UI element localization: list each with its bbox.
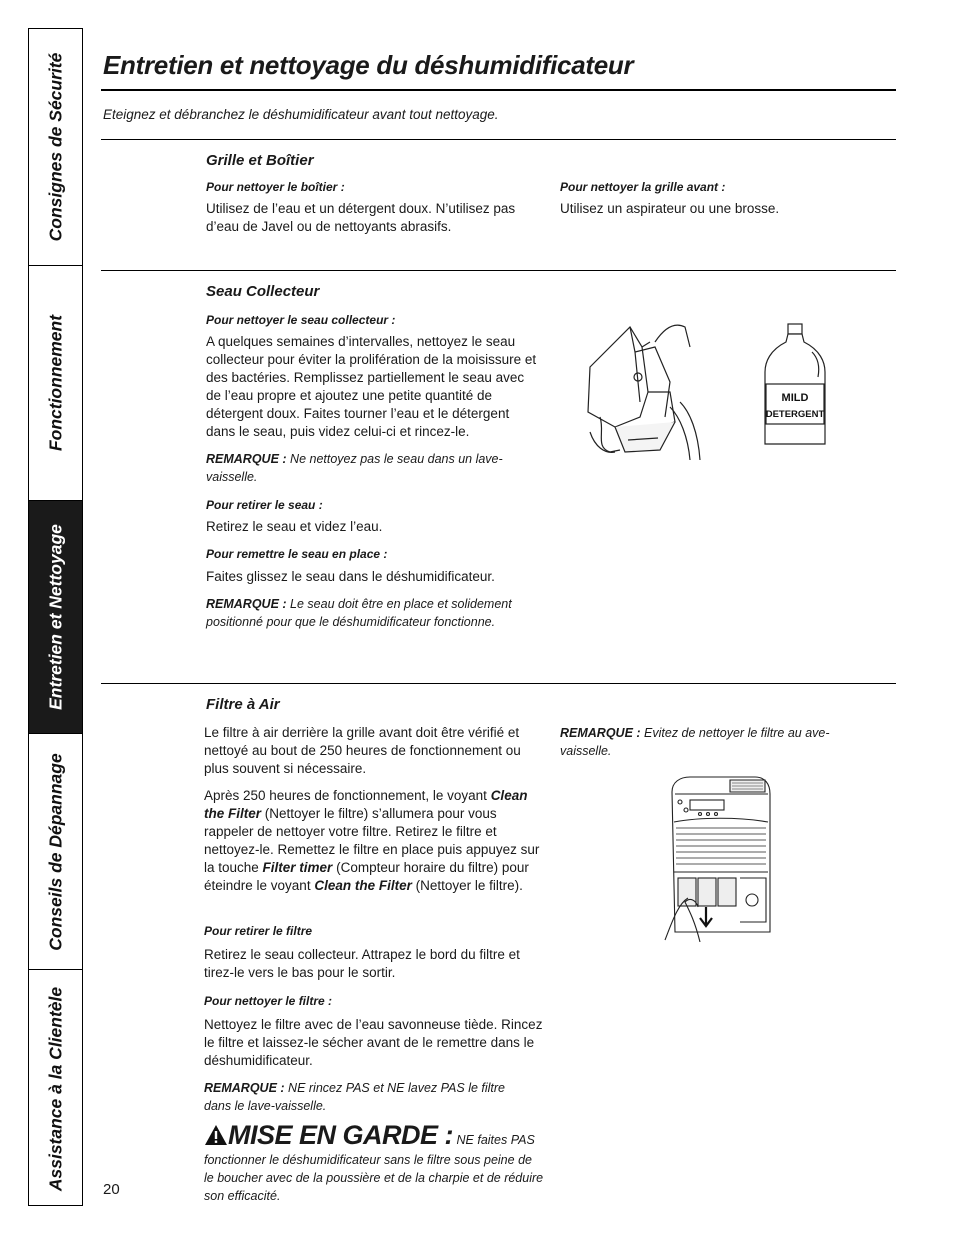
inline-bold: Filter timer — [262, 860, 333, 875]
section-heading-grille: Grille et Boîtier — [206, 152, 314, 169]
note-text: NE rincez PAS et NE lavez PAS le filtre dans le lave-vaisselle. — [204, 1081, 506, 1113]
tab-consignes-securite[interactable] — [29, 29, 82, 266]
dehumidifier-filter-illustration — [660, 772, 780, 942]
note-text: Ne nettoyez pas le seau dans un lave-vaisselle. — [206, 452, 503, 484]
note-text: Le seau doit être en place et solidement positionné pour que le déshumidificateur fonctionne. — [206, 597, 512, 629]
body-text: Retirez le seau et videz l’eau. — [206, 519, 383, 534]
note-label: REMARQUE : — [204, 1081, 285, 1095]
note — [204, 1079, 524, 1115]
tab-entretien-nettoyage[interactable] — [29, 501, 82, 734]
section-divider — [101, 139, 896, 140]
section-divider — [101, 270, 896, 271]
bottle-label-line-1: MILD — [781, 392, 809, 404]
detergent-bottle-illustration — [760, 322, 830, 452]
caution-block — [204, 1120, 544, 1205]
section-heading-seau: Seau Collecteur — [206, 283, 320, 300]
subheading: Pour nettoyer le filtre : — [204, 994, 333, 1008]
note-label: REMARQUE : — [206, 452, 287, 466]
subheading: Pour retirer le filtre — [204, 924, 313, 938]
sidebar-nav — [28, 28, 83, 1206]
intro-text: Eteignez et débranchez le déshumidificateur avant tout nettoyage. — [103, 107, 499, 122]
subheading: Pour nettoyer la grille avant : — [560, 180, 726, 194]
body-text: Retirez le seau collecteur. Attrapez le bord du filtre et tirez-le vers le bas pour le sortir. — [204, 947, 520, 980]
page-title: Entretien et nettoyage du déshumidificateur — [103, 50, 634, 80]
text-run: (Nettoyer le filtre) s’allumera pour vous rappeler de nettoyer votre filtre. Retirez le filtre et nettoyez-le. Remettez le filtre en place puis appuyez sur la touche — [204, 806, 540, 875]
caution-text: fonctionner le déshumidificateur sans le filtre sous peine de le boucher avec de la poussière et de la charpie et de réduire son efficacité. — [204, 1153, 544, 1203]
caution-title: MISE EN GARDE : — [228, 1120, 454, 1150]
section-divider — [101, 683, 896, 684]
body-text: Faites glissez le seau dans le déshumidificateur. — [206, 569, 495, 584]
body-text: A quelques semaines d’intervalles, nettoyez le seau collecteur pour éviter la prolifération de la moisissure et des bactéries. Remplissez partiellement le seau avec de l’eau propre et ajoutez une petite quantité de détergent doux. Faites tourner l’eau et le détergent dans le seau, puis videz celui-ci et rincez-le. — [206, 334, 537, 439]
page-number: 20 — [103, 1181, 120, 1198]
tab-label: Consignes de Sécurité — [45, 52, 65, 242]
subheading: Pour nettoyer le seau collecteur : — [206, 313, 396, 327]
body-text: Utilisez de l’eau et un détergent doux. N’utilisez pas d’eau de Javel ou de nettoyants abrasifs. — [206, 201, 516, 234]
note-text: Evitez de nettoyer le filtre au ave-vaisselle. — [560, 726, 830, 758]
title-rule — [101, 89, 896, 91]
subheading: Pour remettre le seau en place : — [206, 547, 388, 561]
bottle-label-line-2: DETERGENT — [765, 409, 825, 420]
inline-bold: Clean the Filter — [204, 788, 528, 821]
note-label: REMARQUE : — [560, 726, 641, 740]
note — [206, 595, 536, 631]
body-text: Nettoyez le filtre avec de l’eau savonneuse tiède. Rincez le filtre et laissez-le sécher avant de le remettre dans le déshumidificateur. — [204, 1017, 543, 1068]
text-run: (Compteur horaire du filtre) pour éteindre le voyant — [204, 860, 529, 893]
note — [560, 724, 860, 760]
tab-label: Conseils de Dépannage — [45, 752, 65, 951]
section-heading-filtre: Filtre à Air — [206, 696, 280, 713]
tab-fonctionnement[interactable] — [29, 266, 82, 501]
tab-label: Assistance à la Clientèle — [45, 986, 65, 1191]
warning-triangle-icon — [204, 1124, 228, 1146]
note — [206, 450, 506, 486]
tab-assistance-clientele[interactable] — [29, 970, 82, 1207]
bucket-cleaning-illustration — [580, 322, 710, 462]
caution-inline: NE faites PAS — [453, 1133, 535, 1147]
tab-conseils-depannage[interactable] — [29, 734, 82, 970]
text-run: (Nettoyer le filtre). — [411, 878, 523, 893]
subheading: Pour retirer le seau : — [206, 498, 323, 512]
body-text: Utilisez un aspirateur ou une brosse. — [560, 201, 780, 216]
subheading: Pour nettoyer le boîtier : — [206, 180, 345, 194]
tab-label: Entretien et Nettoyage — [45, 524, 65, 710]
inline-bold: Clean the Filter — [314, 878, 412, 893]
note-label: REMARQUE : — [206, 597, 287, 611]
body-text — [204, 787, 542, 895]
tab-label: Fonctionnement — [45, 314, 65, 452]
body-text: Le filtre à air derrière la grille avant doit être vérifié et nettoyé au bout de 250 heures de fonctionnement ou plus souvent si nécessaire. — [204, 725, 521, 776]
text-run: Après 250 heures de fonctionnement, le voyant — [204, 788, 491, 803]
